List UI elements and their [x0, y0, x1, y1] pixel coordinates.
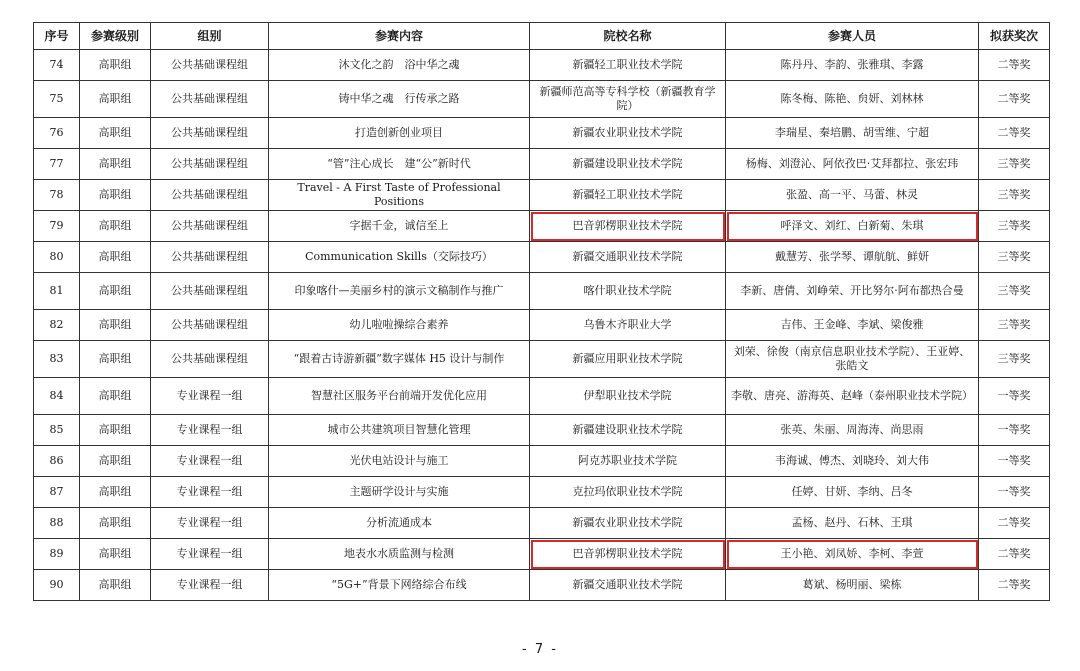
cell-members: 陈冬梅、陈艳、贠妍、刘林林 — [726, 81, 979, 118]
cell-content: 铸中华之魂 行传承之路 — [269, 81, 530, 118]
cell-award: 三等奖 — [979, 180, 1050, 211]
cell-content: 幼儿啦啦操综合素养 — [269, 310, 530, 341]
cell-content: “管”注心成长 建“公”新时代 — [269, 149, 530, 180]
cell-award: 三等奖 — [979, 273, 1050, 310]
table-row — [34, 50, 1050, 81]
cell-school: 新疆应用职业技术学院 — [530, 341, 726, 378]
cell-members: 张英、朱丽、周海涛、尚思雨 — [726, 415, 979, 446]
table-row — [34, 415, 1050, 446]
table-row — [34, 539, 1050, 570]
header-members: 参赛人员 — [726, 23, 979, 50]
cell-level: 高职组 — [80, 180, 151, 211]
cell-content: Travel - A First Taste of Professional Positions — [269, 180, 530, 211]
cell-group: 公共基础课程组 — [151, 149, 269, 180]
cell-seq: 86 — [34, 446, 80, 477]
cell-content: 主题研学设计与实施 — [269, 477, 530, 508]
cell-level: 高职组 — [80, 242, 151, 273]
cell-group: 公共基础课程组 — [151, 180, 269, 211]
cell-content: “5G+”背景下网络综合布线 — [269, 570, 530, 601]
cell-members: 吉伟、王金峰、李斌、梁俊雅 — [726, 310, 979, 341]
cell-members: 李敬、唐亮、游海英、赵峰（泰州职业技术学院） — [726, 378, 979, 415]
cell-members: 孟杨、赵丹、石林、王琪 — [726, 508, 979, 539]
cell-level: 高职组 — [80, 378, 151, 415]
cell-content: 智慧社区服务平台前端开发优化应用 — [269, 378, 530, 415]
table-row — [34, 273, 1050, 310]
cell-members: 戴慧芳、张学琴、谭航航、鲜妍 — [726, 242, 979, 273]
table-row — [34, 242, 1050, 273]
cell-seq: 84 — [34, 378, 80, 415]
cell-level: 高职组 — [80, 81, 151, 118]
cell-seq: 88 — [34, 508, 80, 539]
cell-award: 二等奖 — [979, 570, 1050, 601]
awards-table-wrapper — [33, 22, 1049, 601]
cell-school: 新疆师范高等专科学校（新疆教育学院） — [530, 81, 726, 118]
cell-content: “跟着古诗游新疆”数字媒体 H5 设计与制作 — [269, 341, 530, 378]
header-group: 组别 — [151, 23, 269, 50]
cell-level: 高职组 — [80, 50, 151, 81]
cell-group: 专业课程一组 — [151, 477, 269, 508]
cell-level: 高职组 — [80, 570, 151, 601]
cell-group: 专业课程一组 — [151, 508, 269, 539]
cell-members: 任婷、甘妍、李纳、吕冬 — [726, 477, 979, 508]
cell-members: 李新、唐倩、刘峥荣、开比努尔·阿布都热合曼 — [726, 273, 979, 310]
cell-group: 公共基础课程组 — [151, 50, 269, 81]
cell-content: 分析流通成本 — [269, 508, 530, 539]
cell-award: 三等奖 — [979, 149, 1050, 180]
cell-content: 光伏电站设计与施工 — [269, 446, 530, 477]
cell-seq: 82 — [34, 310, 80, 341]
cell-members: 张盈、高一平、马蕾、林灵 — [726, 180, 979, 211]
cell-award: 二等奖 — [979, 539, 1050, 570]
awards-table — [33, 22, 1050, 601]
cell-group: 公共基础课程组 — [151, 341, 269, 378]
cell-school: 新疆轻工职业技术学院 — [530, 180, 726, 211]
header-seq: 序号 — [34, 23, 80, 50]
cell-school: 新疆建设职业技术学院 — [530, 149, 726, 180]
cell-members: 呼泽文、刘红、白新菊、朱琪 — [726, 211, 979, 242]
table-row — [34, 378, 1050, 415]
cell-school: 阿克苏职业技术学院 — [530, 446, 726, 477]
table-row — [34, 81, 1050, 118]
cell-school: 新疆建设职业技术学院 — [530, 415, 726, 446]
cell-seq: 85 — [34, 415, 80, 446]
cell-group: 专业课程一组 — [151, 378, 269, 415]
cell-level: 高职组 — [80, 415, 151, 446]
cell-content: Communication Skills（交际技巧） — [269, 242, 530, 273]
cell-group: 专业课程一组 — [151, 415, 269, 446]
header-award: 拟获奖次 — [979, 23, 1050, 50]
cell-seq: 81 — [34, 273, 80, 310]
cell-members: 李瑞星、秦培鹏、胡雪维、宁超 — [726, 118, 979, 149]
cell-award: 一等奖 — [979, 477, 1050, 508]
cell-award: 三等奖 — [979, 211, 1050, 242]
header-content: 参赛内容 — [269, 23, 530, 50]
header-school: 院校名称 — [530, 23, 726, 50]
cell-school: 伊犁职业技术学院 — [530, 378, 726, 415]
cell-group: 公共基础课程组 — [151, 118, 269, 149]
cell-group: 公共基础课程组 — [151, 242, 269, 273]
table-row — [34, 570, 1050, 601]
cell-school: 乌鲁木齐职业大学 — [530, 310, 726, 341]
cell-members: 杨梅、刘澄沁、阿依孜巴·艾拜都拉、张宏玮 — [726, 149, 979, 180]
cell-level: 高职组 — [80, 310, 151, 341]
cell-level: 高职组 — [80, 341, 151, 378]
cell-school: 巴音郭楞职业技术学院 — [530, 539, 726, 570]
cell-award: 一等奖 — [979, 378, 1050, 415]
cell-level: 高职组 — [80, 477, 151, 508]
cell-group: 专业课程一组 — [151, 570, 269, 601]
cell-award: 二等奖 — [979, 508, 1050, 539]
cell-content: 沐文化之韵 浴中华之魂 — [269, 50, 530, 81]
cell-group: 公共基础课程组 — [151, 310, 269, 341]
cell-members: 王小艳、刘凤娇、李柯、李萱 — [726, 539, 979, 570]
table-row — [34, 149, 1050, 180]
cell-seq: 76 — [34, 118, 80, 149]
cell-level: 高职组 — [80, 273, 151, 310]
cell-school: 新疆轻工职业技术学院 — [530, 50, 726, 81]
cell-seq: 74 — [34, 50, 80, 81]
cell-school: 巴音郭楞职业技术学院 — [530, 211, 726, 242]
cell-content: 城市公共建筑项目智慧化管理 — [269, 415, 530, 446]
cell-level: 高职组 — [80, 508, 151, 539]
cell-award: 二等奖 — [979, 81, 1050, 118]
cell-content: 印象喀什—美丽乡村的演示文稿制作与推广 — [269, 273, 530, 310]
cell-members: 韦海诚、傅杰、刘晓玲、刘大伟 — [726, 446, 979, 477]
table-row — [34, 477, 1050, 508]
cell-content: 字据千金，诚信至上 — [269, 211, 530, 242]
cell-level: 高职组 — [80, 211, 151, 242]
table-row — [34, 180, 1050, 211]
table-header-row — [34, 23, 1050, 50]
cell-school: 新疆农业职业技术学院 — [530, 118, 726, 149]
cell-level: 高职组 — [80, 118, 151, 149]
cell-school: 新疆农业职业技术学院 — [530, 508, 726, 539]
cell-seq: 87 — [34, 477, 80, 508]
table-row — [34, 508, 1050, 539]
table-row — [34, 118, 1050, 149]
cell-group: 公共基础课程组 — [151, 81, 269, 118]
cell-group: 专业课程一组 — [151, 539, 269, 570]
cell-award: 二等奖 — [979, 118, 1050, 149]
cell-group: 公共基础课程组 — [151, 211, 269, 242]
cell-seq: 77 — [34, 149, 80, 180]
cell-content: 打造创新创业项目 — [269, 118, 530, 149]
cell-award: 三等奖 — [979, 310, 1050, 341]
cell-school: 喀什职业技术学院 — [530, 273, 726, 310]
page-number: - 7 - — [522, 642, 558, 657]
table-row — [34, 446, 1050, 477]
cell-award: 三等奖 — [979, 242, 1050, 273]
cell-school: 新疆交通职业技术学院 — [530, 242, 726, 273]
header-level: 参赛级别 — [80, 23, 151, 50]
table-body — [34, 50, 1050, 601]
cell-level: 高职组 — [80, 446, 151, 477]
table-row — [34, 341, 1050, 378]
cell-seq: 83 — [34, 341, 80, 378]
cell-seq: 80 — [34, 242, 80, 273]
cell-award: 一等奖 — [979, 446, 1050, 477]
cell-group: 公共基础课程组 — [151, 273, 269, 310]
cell-school: 克拉玛依职业技术学院 — [530, 477, 726, 508]
cell-level: 高职组 — [80, 149, 151, 180]
cell-seq: 89 — [34, 539, 80, 570]
table-row — [34, 310, 1050, 341]
cell-school: 新疆交通职业技术学院 — [530, 570, 726, 601]
cell-award: 二等奖 — [979, 50, 1050, 81]
cell-seq: 90 — [34, 570, 80, 601]
cell-members: 刘荣、徐俊（南京信息职业技术学院）、王亚婷、张皓文 — [726, 341, 979, 378]
cell-seq: 78 — [34, 180, 80, 211]
cell-award: 三等奖 — [979, 341, 1050, 378]
cell-seq: 75 — [34, 81, 80, 118]
cell-content: 地表水水质监测与检测 — [269, 539, 530, 570]
cell-seq: 79 — [34, 211, 80, 242]
cell-members: 葛斌、杨明丽、梁栋 — [726, 570, 979, 601]
cell-award: 一等奖 — [979, 415, 1050, 446]
cell-members: 陈丹丹、李韵、张雅琪、李露 — [726, 50, 979, 81]
table-row — [34, 211, 1050, 242]
cell-level: 高职组 — [80, 539, 151, 570]
cell-group: 专业课程一组 — [151, 446, 269, 477]
